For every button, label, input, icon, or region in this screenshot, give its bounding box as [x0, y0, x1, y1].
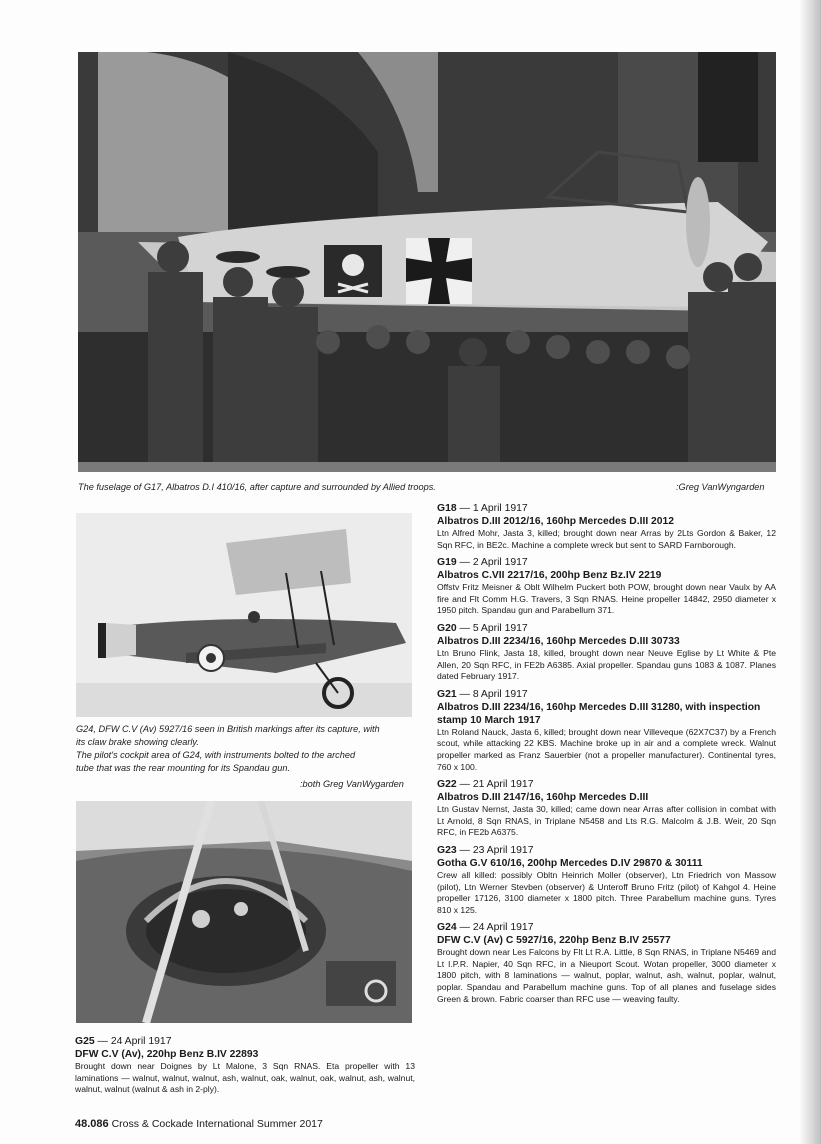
entry-g25: G25 — 24 April 1917 DFW C.V (Av), 220hp Benz B.IV 22893 Brought down near Doignes by Lt Malone, 3 Sqn RNAS. Eta propeller with 13 laminations — walnut, walnut, walnut, ash, walnut, oak, walnut, oak, walnut, ash, walnut, walnut, walnut (walnut & ash in 2-ply). — [75, 1036, 415, 1095]
entry-text: Brought down near Les Falcons by Flt Lt R.A. Little, 8 Sqn RNAS, in Triplane N5469 and Lt I.P.R. Napier, 40 Sqn RFC, in a Nieuport Scout. Wotan propeller, 3000 diameter x 1800 pitch, with 8 laminations — walnut, poplar, walnut, ash, walnut, poplar, walnut, poplar. Spandau and Parabellum machine guns. Top of all planes and fuselage sides Green & brown. Fabric coarser than RFC use — weaving faulty. — [437, 947, 776, 1004]
middle-photo-credit: :both Greg VanWygarden — [300, 779, 404, 789]
entry-id: G24 — [437, 922, 457, 934]
entry-title: Albatros D.III 2234/16, 160hp Mercedes D.III 30733 — [437, 635, 680, 647]
entry-g19: G19 — 2 April 1917 Albatros C.VII 2217/16, 200hp Benz Bz.IV 2219 Offstv Fritz Meisner & Oblt Wilhelm Puckert both POW, brought down near Vaulx by AA fire and Flt Comm H.G. Travers, 3 Sqn RNAS. Heine propeller 14842, 2950 diameter x 1950 pitch. Spandau gun and Parabellum 371. — [437, 557, 776, 616]
entry-title: DFW C.V (Av), 220hp Benz B.IV 22893 — [75, 1049, 259, 1060]
page-number: 48.086 — [75, 1118, 109, 1130]
entry-text: Ltn Alfred Mohr, Jasta 3, killed; brought down near Arras by 2Lts Gordon & Baker, 12 Sqn RFC, in BE2c. Machine a complete wreck but sent to SARD Farnborough. — [437, 528, 776, 550]
entry-date: 21 April 1917 — [472, 779, 534, 791]
entry-g18: G18 — 1 April 1917 Albatros D.III 2012/16, 160hp Mercedes D.III 2012 Ltn Alfred Mohr, Jasta 3, killed; brought down near Arras by 2Lts Gordon & Baker, 12 Sqn RFC, in BE2c. Machine a complete wreck but sent to SARD Farnborough. — [437, 503, 776, 550]
entry-date: 24 April 1917 — [110, 1036, 172, 1047]
entry-id: G21 — [437, 688, 457, 700]
entry-id: G19 — [437, 557, 457, 569]
photo-dfw-g24-cockpit — [76, 801, 412, 1023]
photo-albatros-g17 — [78, 52, 776, 472]
top-photo-caption: The fuselage of G17, Albatros D.I 410/16, after capture and surrounded by Allied troops. — [78, 482, 436, 492]
entry-text: Brought down near Doignes by Lt Malone, 3 Sqn RNAS. Eta propeller with 13 laminations — walnut, walnut, walnut, ash, walnut, oak, walnut, oak, walnut, ash, walnut, walnut, walnut (walnut & ash in 2-ply). — [75, 1061, 415, 1095]
entry-date: 2 April 1917 — [472, 557, 528, 569]
entry-id: G23 — [437, 844, 457, 856]
publication-title: Cross & Cockade International Summer 2017 — [111, 1118, 323, 1130]
entry-g22: G22 — 21 April 1917 Albatros D.III 2147/16, 160hp Mercedes D.III Ltn Gustav Nernst, Jasta 30, killed; came down near Arras after collision in combat with Lt Arnold, 8 Sqn RNAS, in Triplane N5458 and Lts R.G. Malcolm & J.B. Weir, 20 Sqn RFC, in FE2b A6375. — [437, 779, 776, 838]
middle-photo-caption-line-2: its claw brake showing clearly. — [76, 737, 199, 747]
entries-column — [437, 502, 776, 1010]
entry-g20: G20 — 5 April 1917 Albatros D.III 2234/16, 160hp Mercedes D.III 30733 Ltn Bruno Flink, Jasta 18, killed, brought down near Neuve Eglise by Lt White & Pte Allen, 20 Sqn RFC, in FE2b A6385. Axial propeller. Spandau guns 1083 & 1087. Planes dated February 1917. — [437, 622, 776, 682]
entry-id: G18 — [437, 503, 457, 514]
entry-title: DFW C.V (Av) C 5927/16, 220hp Benz B.IV 25577 — [437, 935, 671, 947]
entry-text: Crew all killed: possibly Obltn Heinrich Moller (observer), Ltn Friedrich von Massow (pilot), Ltn Werner Stevben (observer) & Unteroff Bruno Fritz (pilot) of Kahgol 4. Heine propeller 17126, 3100 diameter x 1800 pitch. Three Parabellum machine guns. Tyres 810 x 125. — [437, 869, 776, 915]
entry-text: Offstv Fritz Meisner & Oblt Wilhelm Puckert both POW, brought down near Vaulx by AA fire and Flt Comm H.G. Travers, 3 Sqn RNAS. Heine propeller 14842, 2950 diameter x 1950 pitch. Spandau gun and Parabellum 371. — [437, 582, 776, 616]
entry-id: G25 — [75, 1036, 95, 1047]
entry-g21: G21 — 8 April 1917 Albatros D.III 2234/16, 160hp Mercedes D.III 31280, with inspection stamp 10 March 1917 Ltn Roland Nauck, Jasta 6, killed; brought down near Villeveque (62X7C37) by a French scout, while attacking 22 KBS. Machine broke up in air and a complete wreck. Walnut propeller marked as Franz Sauerbier (not a propeller manufacturer). Continental tyres, 760 x 100. — [437, 688, 776, 772]
entry-title: Albatros D.III 2147/16, 160hp Mercedes D.III — [437, 792, 649, 804]
middle-photo-caption-line-3: The pilot's cockpit area of G24, with instruments bolted to the arched — [76, 750, 356, 760]
top-photo-credit: :Greg VanWyngarden — [676, 482, 765, 492]
entry-g24: G24 — 24 April 1917 DFW C.V (Av) C 5927/16, 220hp Benz B.IV 25577 Brought down near Les Falcons by Flt Lt R.A. Little, 8 Sqn RNAS, in Triplane N5469 and Lt I.P.R. Napier, 40 Sqn RFC, in a Nieuport Scout. Wotan propeller, 3000 diameter x 1800 pitch, with 8 laminations — walnut, poplar, walnut, ash, walnut, poplar, walnut, poplar. Spandau and Parabellum machine guns. Top of all planes and fuselage sides Green & brown. Fabric coarser than RFC use — weaving faulty. — [437, 922, 776, 1004]
entry-date: 5 April 1917 — [472, 622, 528, 634]
photo-dfw-g24-british-markings — [76, 513, 412, 717]
entry-text: Ltn Roland Nauck, Jasta 6, killed; brought down near Villeveque (62X7C37) by a French scout, while attacking 22 KBS. Machine broke up in air and a complete wreck. Walnut propeller marked as Franz Sauerbier (not a propeller manufacturer). Continental tyres, 760 x 100. — [437, 726, 776, 772]
entry-title: Gotha G.V 610/16, 200hp Mercedes D.IV 29870 & 30111 — [437, 857, 703, 869]
entry-id: G22 — [437, 779, 457, 791]
entry-id: G20 — [437, 622, 457, 634]
entry-date: 23 April 1917 — [472, 844, 534, 856]
entry-date: 8 April 1917 — [472, 688, 528, 700]
middle-photo-caption-line-4: tube that was the rear mounting for its Spandau gun. — [76, 763, 290, 773]
entry-text: Ltn Bruno Flink, Jasta 18, killed, brought down near Neuve Eglise by Lt White & Pte Allen, 20 Sqn RFC, in FE2b A6385. Axial propeller. Spandau guns 1083 & 1087. Planes dated February 1917. — [437, 647, 776, 682]
entry-title: Albatros D.III 2012/16, 160hp Mercedes D.III 2012 — [437, 516, 674, 527]
entry-date: 24 April 1917 — [472, 922, 534, 934]
page-edge-shadow — [799, 0, 821, 1144]
entry-text: Ltn Gustav Nernst, Jasta 30, killed; came down near Arras after collision in combat with Lt Arnold, 8 Sqn RNAS, in Triplane N5458 and Lts R.G. Malcolm & J.B. Weir, 20 Sqn RFC, in FE2b A6375. — [437, 804, 776, 838]
entry-date: 1 April 1917 — [472, 503, 528, 514]
entry-g23: G23 — 23 April 1917 Gotha G.V 610/16, 200hp Mercedes D.IV 29870 & 30111 Crew all killed: possibly Obltn Heinrich Moller (observer), Ltn Friedrich von Massow (pilot), Ltn Werner Stevben (observer) & Unteroff Bruno Fritz (pilot) of Kahgol 4. Heine propeller 17126, 3100 diameter x 1800 pitch. Three Parabellum machine guns. Tyres 810 x 125. — [437, 844, 776, 915]
middle-photo-caption-line-1: G24, DFW C.V (Av) 5927/16 seen in British markings after its capture, with — [76, 724, 380, 734]
entry-title: Albatros C.VII 2217/16, 200hp Benz Bz.IV 2219 — [437, 570, 662, 582]
page-footer — [75, 1118, 323, 1130]
entry-title: Albatros D.III 2234/16, 160hp Mercedes D.III 31280, with inspection stamp 10 March 1917 — [437, 701, 761, 726]
